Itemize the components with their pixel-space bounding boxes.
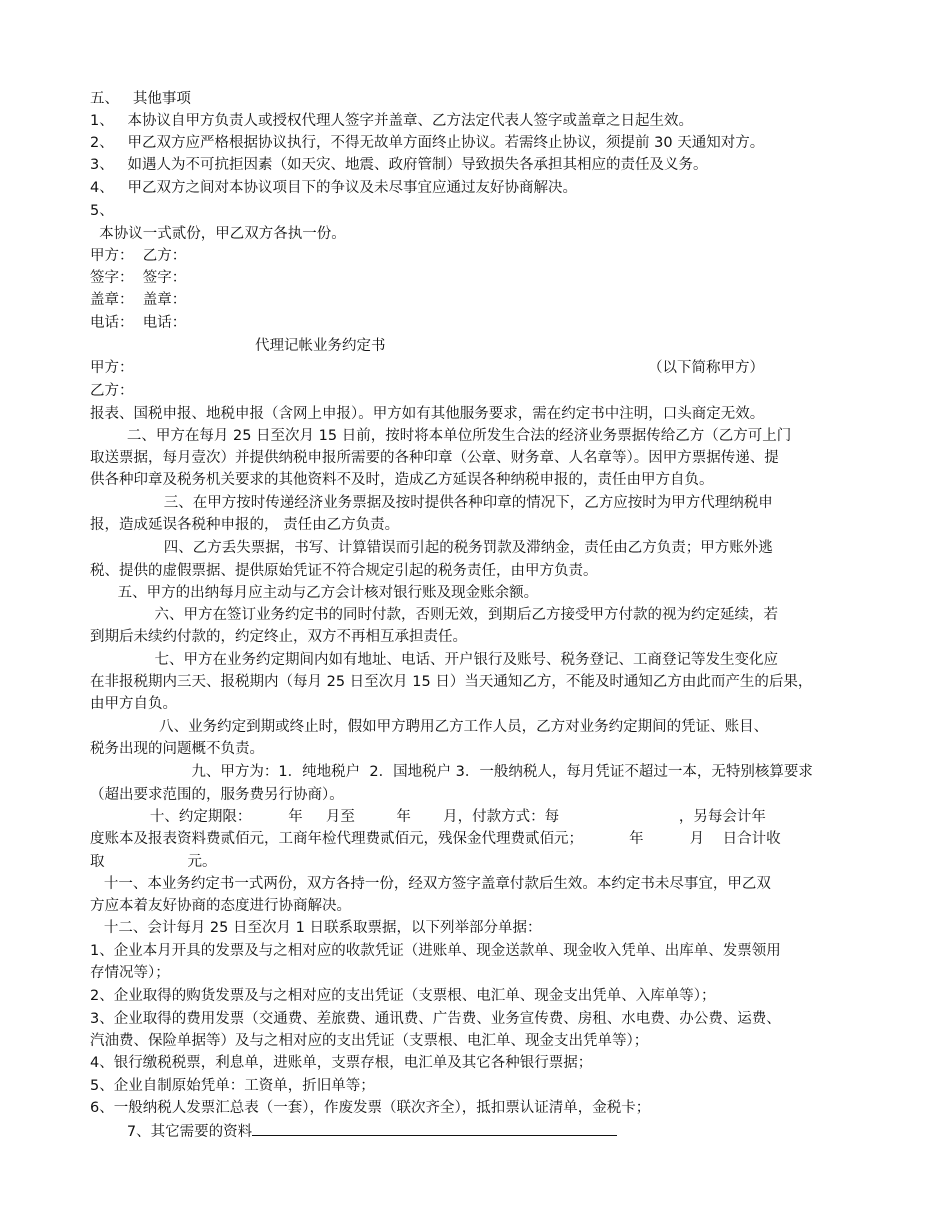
party-b-label: 乙方：: [90, 383, 134, 399]
contract-line: 方应本着友好协商的态度进行协商解决。: [90, 898, 351, 914]
copies-note: 本协议一式贰份，甲乙双方各执一份。: [90, 226, 346, 242]
contract-line: 3、企业取得的费用发票（交通费、差旅费、通讯费、广告费、业务宣传费、房租、水电费、办公费、运费、: [90, 1011, 781, 1027]
contract-line: 四、乙方丢失票据，书写、计算错误而引起的税务罚款及滞纳金，责任由乙方负责；甲方账外逃: [90, 540, 773, 556]
signature-sign: 签字： 签字：: [90, 270, 187, 286]
contract-line: 十二、会计每月 25 日至次月 1 日联系取票据，以下列举部分单据：: [90, 920, 542, 936]
contract-line: 报，造成延误各税种申报的， 责任由乙方负责。: [90, 517, 400, 533]
contract-line: 1、企业本月开具的发票及与之相对应的收款凭证（进账单、现金送款单、现金收入凭单、出库单、发票领用: [90, 943, 781, 959]
clause-2: 2、 甲乙双方应严格根据协议执行，不得无故单方面终止协议。若需终止协议，须提前 30 天通知对方。: [90, 135, 765, 151]
section-heading: 五、 其他事项: [90, 91, 191, 107]
contract-line: 十、约定期限： 年 月至 年 月，付款方式：每 ，另每会计年: [90, 809, 766, 825]
last-item-label: 7、其它需要的资料: [90, 1124, 253, 1140]
contract-title: 代理记帐业务约定书: [255, 338, 386, 354]
contract-line: 七、甲方在业务约定期间内如有地址、电话、开户银行及账号、税务登记、工商登记等发生变化应: [90, 652, 779, 668]
contract-line: 度账本及报表资料费贰佰元，工商年检代理费贰佰元，残保金代理费贰佰元； 年 月 日合计收: [90, 831, 781, 847]
signature-phone: 电话： 电话：: [90, 315, 187, 331]
contract-line: （超出要求范围的，服务费另行协商）。: [90, 787, 344, 803]
contract-line: 税、提供的虚假票据、提供原始凭证不符合规定引起的税务责任，由甲方负责。: [90, 563, 598, 579]
contract-line: 十一、本业务约定书一式两份，双方各持一份，经双方签字盖章付款后生效。本约定书未尽事宜，甲乙双: [90, 876, 771, 892]
contract-line: 汽油费、保险单据等）及与之相对应的支出凭证（支票根、电汇单、现金支出凭单等）；: [90, 1033, 649, 1049]
clause-4: 4、 甲乙双方之间对本协议项目下的争议及未尽事宜应通过友好协商解决。: [90, 180, 578, 196]
last-item-line: [90, 1121, 617, 1142]
party-a-label: 甲方：: [90, 360, 134, 376]
clause-3: 3、 如遇人为不可抗拒因素（如天灾、地震、政府管制）导致损失各承担其相应的责任及义务。: [90, 157, 708, 173]
contract-line: 取送票据，每月壹次）并提供纳税申报所需要的各种印章（公章、财务章、人名章等）。因甲方票据传递、提: [90, 450, 779, 466]
party-a-suffix: （以下简称甲方）: [648, 360, 764, 376]
contract-line: 二、甲方在每月 25 日至次月 15 日前，按时将本单位所发生合法的经济业务票据传给乙方（乙方可上门: [90, 428, 792, 444]
contract-line: 取 元。: [90, 854, 217, 870]
contract-line: 存情况等）；: [90, 965, 170, 981]
contract-line: 三、在甲方按时传递经济业务票据及按时提供各种印章的情况下，乙方应按时为甲方代理纳税申: [90, 495, 773, 511]
contract-line: 五、甲方的出纳每月应主动与乙方会计核对银行账及现金账余额。: [90, 585, 539, 601]
signature-seal: 盖章： 盖章：: [90, 292, 187, 308]
contract-line: 5、企业自制原始凭单：工资单，折旧单等；: [90, 1078, 375, 1094]
contract-line: 由甲方自负。: [90, 696, 177, 712]
contract-line: 税务出现的问题概不负责。: [90, 741, 264, 757]
contract-line: 九、甲方为：1．纯地税户 2．国地税户 3．一般纳税人，每月凭证不超过一本，无特别核算要求: [90, 764, 813, 780]
contract-line: 八、业务约定到期或终止时，假如甲方聘用乙方工作人员，乙方对业务约定期间的凭证、账目、: [90, 719, 769, 735]
contract-line: 6、一般纳税人发票汇总表（一套），作废发票（联次齐全），抵扣票认证清单，金税卡；: [90, 1100, 651, 1116]
signature-party: 甲方： 乙方：: [90, 248, 187, 264]
contract-line: 供各种印章及税务机关要求的其他资料不及时，造成乙方延误各种纳税申报的，责任由甲方自负。: [90, 472, 714, 488]
contract-line: 4、银行缴税税票，利息单，进账单，支票存根，电汇单及其它各种银行票据；: [90, 1055, 593, 1071]
blank-underline: [252, 1121, 617, 1136]
contract-line: 六、甲方在签订业务约定书的同时付款，否则无效，到期后乙方接受甲方付款的视为约定延续，若: [90, 607, 779, 623]
contract-line: 在非报税期内三天、报税期内（每月 25 日至次月 15 日）当天通知乙方，不能及时通知乙方由此而产生的后果，: [90, 674, 813, 690]
clause-5: 5、: [90, 203, 114, 219]
clause-1: 1、 本协议自甲方负责人或授权代理人签字并盖章、乙方法定代表人签字或盖章之日起生效。: [90, 113, 694, 129]
contract-line: 报表、国税申报、地税申报（含网上申报）。甲方如有其他服务要求，需在约定书中注明，口头商定无效。: [90, 406, 765, 422]
contract-line: 到期后未续约付款的，约定终止，双方不再相互承担责任。: [90, 629, 467, 645]
contract-line: 2、企业取得的购货发票及与之相对应的支出凭证（支票根、电汇单、现金支出凭单、入库单等）；: [90, 988, 716, 1004]
